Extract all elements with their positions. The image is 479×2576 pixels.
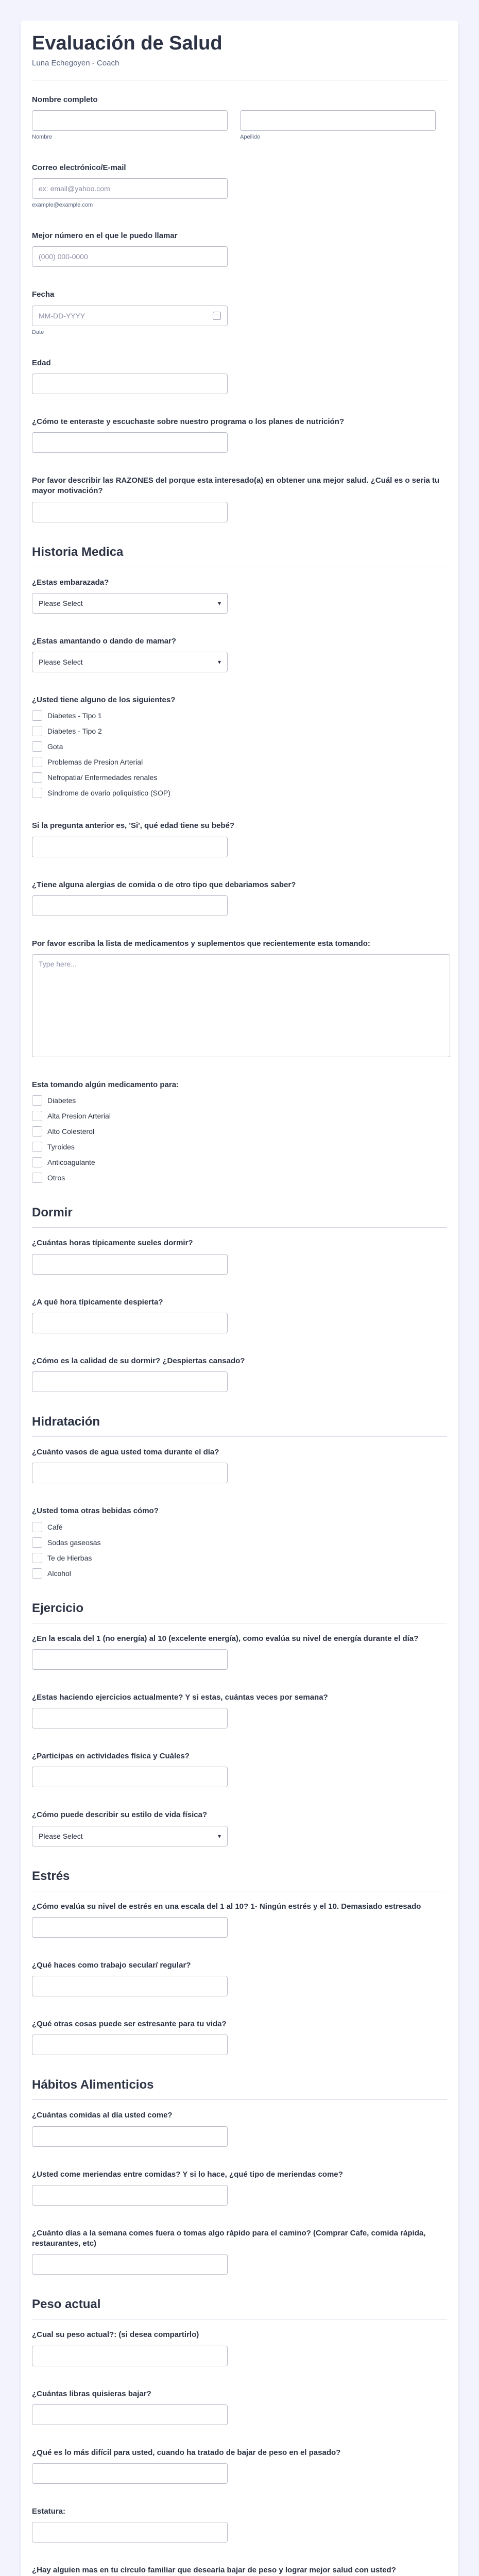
conditions-label: ¿Usted tiene alguno de los siguientes? xyxy=(32,696,176,705)
form-subtitle: Luna Echegoyen - Coach xyxy=(32,58,119,67)
first-name-sublabel: Nombre xyxy=(32,133,53,140)
snacks-label: ¿Usted come meriendas entre comidas? Y si lo hace, ¿qué tipo de meriendas come? xyxy=(32,2170,343,2179)
checkbox[interactable] xyxy=(32,1173,42,1183)
checkbox[interactable] xyxy=(32,741,42,752)
current-weight-question xyxy=(32,2330,447,2366)
lifestyle-select-value: Please Select xyxy=(39,1832,83,1840)
lifestyle-label: ¿Cómo puede describir su estilo de vida física? xyxy=(32,1810,208,1820)
allergies-input[interactable] xyxy=(32,895,228,916)
taking-label: Esta tomando algún medicamento para: xyxy=(32,1080,179,1090)
checkbox-label: Síndrome de ovario poliquístico (SOP) xyxy=(47,789,170,798)
checkbox-label: Diabetes - Tipo 1 xyxy=(47,711,102,720)
checkbox-option[interactable] xyxy=(32,1111,447,1121)
reasons-question xyxy=(32,476,447,522)
age-label: Edad xyxy=(32,358,51,367)
phone-question xyxy=(32,231,447,267)
workouts-label: ¿Estas haciendo ejercicios actualmente? Y si estas, cuántas veces por semana? xyxy=(32,1692,328,1702)
calendar-icon[interactable] xyxy=(213,312,221,320)
hydration-section-title: Hidratación xyxy=(32,1415,100,1429)
stress-causes-input[interactable] xyxy=(32,2035,228,2055)
lifestyle-question xyxy=(32,1810,447,1846)
meals-input[interactable] xyxy=(32,2126,228,2147)
checkbox-option[interactable] xyxy=(32,1142,447,1152)
reasons-label: Por favor describir las RAZONES del porque esta interesado(a) en obtener una mejor salud. ¿Cuál es o seria tu mayor motivación? xyxy=(32,476,440,496)
workouts-question xyxy=(32,1692,447,1728)
checkbox-label: Café xyxy=(47,1522,63,1531)
checkbox-option[interactable] xyxy=(32,788,447,798)
water-question xyxy=(32,1447,447,1483)
meds-textarea[interactable] xyxy=(32,954,450,1057)
checkbox[interactable] xyxy=(32,1111,42,1121)
history-section-title: Historia Medica xyxy=(32,545,124,559)
date-label: Fecha xyxy=(32,290,55,299)
allergies-question xyxy=(32,880,447,916)
checkbox-label: Sodas gaseosas xyxy=(47,1538,101,1547)
activities-question xyxy=(32,1751,447,1787)
sleep-hours-label: ¿Cuántas horas típicamente sueles dormir? xyxy=(32,1239,193,1248)
first-name-input[interactable] xyxy=(32,110,228,131)
phone-label: Mejor número en el que le puedo llamar xyxy=(32,231,178,241)
chevron-down-icon: ▾ xyxy=(217,658,221,666)
last-name-sublabel: Apellido xyxy=(240,133,261,140)
checkbox-label: Otros xyxy=(47,1174,65,1182)
checkbox[interactable] xyxy=(32,757,42,767)
stress-section-header xyxy=(32,1869,447,1891)
checkbox-option[interactable] xyxy=(32,1095,447,1106)
meds-question xyxy=(32,939,447,1057)
checkbox-option[interactable] xyxy=(32,1173,447,1183)
conditions-question xyxy=(32,695,447,798)
pregnant-question xyxy=(32,578,447,614)
checkbox[interactable] xyxy=(32,788,42,798)
sleep-hours-input[interactable] xyxy=(32,1254,228,1275)
phone-input[interactable] xyxy=(32,246,228,267)
date-placeholder: MM-DD-YYYY xyxy=(39,311,85,320)
energy-input[interactable] xyxy=(32,1649,228,1670)
weight-section-title: Peso actual xyxy=(32,2297,101,2312)
allergies-label: ¿Tiene alguna alergias de comida o de otro tipo que debariamos saber? xyxy=(32,880,296,889)
fastfood-question xyxy=(32,2228,447,2275)
height-question xyxy=(32,2506,447,2543)
email-input[interactable] xyxy=(32,178,228,199)
wake-input[interactable] xyxy=(32,1313,228,1333)
checkbox-label: Alta Presion Arterial xyxy=(47,1112,111,1121)
job-question xyxy=(32,1960,447,1996)
exercise-section-title: Ejercicio xyxy=(32,1601,84,1615)
form-header xyxy=(32,30,447,80)
lifestyle-select[interactable] xyxy=(32,1826,228,1846)
energy-question xyxy=(32,1634,447,1670)
checkbox-option[interactable] xyxy=(32,1537,447,1548)
checkbox-option[interactable] xyxy=(32,772,447,783)
form-title: Evaluación de Salud xyxy=(32,32,223,54)
current-weight-input[interactable] xyxy=(32,2346,228,2366)
food-section-title: Hábitos Alimenticios xyxy=(32,2078,154,2092)
program-input[interactable] xyxy=(32,432,228,453)
last-name-input[interactable] xyxy=(240,110,436,131)
wake-label: ¿A qué hora típicamente despierta? xyxy=(32,1297,163,1307)
checkbox[interactable] xyxy=(32,710,42,721)
checkbox-option[interactable] xyxy=(32,726,447,736)
age-question xyxy=(32,358,447,394)
checkbox-option[interactable] xyxy=(32,1553,447,1563)
stress-level-question xyxy=(32,1902,447,1938)
fastfood-input[interactable] xyxy=(32,2254,228,2275)
wake-question xyxy=(32,1297,447,1333)
checkbox-label: Tyroides xyxy=(47,1143,75,1151)
meals-label: ¿Cuántas comidas al día usted come? xyxy=(32,2111,173,2120)
fastfood-label: ¿Cuánto días a la semana comes fuera o tomas algo rápido para el camino? (Comprar Cafe, comida rápida, restaurantes, etc) xyxy=(32,2228,426,2248)
checkbox-label: Diabetes - Tipo 2 xyxy=(47,727,102,736)
stress-level-input[interactable] xyxy=(32,1917,228,1938)
checkbox-option[interactable] xyxy=(32,710,447,721)
baby-age-label: Si la pregunta anterior es, 'Si', qué edad tiene su bebé? xyxy=(32,821,235,831)
checkbox[interactable] xyxy=(32,772,42,783)
conditions-checklist xyxy=(32,710,447,798)
checkbox[interactable] xyxy=(32,1568,42,1579)
breastfeeding-select-value: Please Select xyxy=(39,658,83,667)
lose-label: ¿Cuántas libras quisieras bajar? xyxy=(32,2389,151,2398)
checkbox[interactable] xyxy=(32,1142,42,1152)
energy-label: ¿En la escala del 1 (no energía) al 10 (excelente energía), como evalúa su nivel de energía durante el día? xyxy=(32,1634,419,1643)
stress-section-title: Estrés xyxy=(32,1869,70,1883)
food-section-header xyxy=(32,2078,447,2100)
taking-checklist xyxy=(32,1095,447,1183)
stress-causes-label: ¿Qué otras cosas puede ser estresante para tu vida? xyxy=(32,2020,227,2029)
activities-label: ¿Participas en actividades física y Cuáles? xyxy=(32,1752,190,1761)
sleep-quality-question xyxy=(32,1356,447,1392)
hardest-input[interactable] xyxy=(32,2463,228,2484)
checkbox-label: Gota xyxy=(47,742,63,751)
drinks-question xyxy=(32,1506,447,1578)
exercise-section-header xyxy=(32,1601,447,1623)
stress-causes-question xyxy=(32,2019,447,2055)
activities-input[interactable] xyxy=(32,1767,228,1787)
breastfeeding-select[interactable] xyxy=(32,652,228,672)
meds-label: Por favor escriba la lista de medicamentos y suplementos que recientemente esta tomando: xyxy=(32,939,370,948)
checkbox-label: Diabetes xyxy=(47,1096,76,1105)
checkbox-label: Alto Colesterol xyxy=(47,1127,95,1136)
height-input[interactable] xyxy=(32,2522,228,2543)
water-label: ¿Cuánto vasos de agua usted toma durante el día? xyxy=(32,1448,219,1457)
stress-level-label: ¿Cómo evalúa su nivel de estrés en una escala del 1 al 10? 1- Ningún estrés y el 10. Demasiado estresado xyxy=(32,1902,421,1911)
hardest-question xyxy=(32,2448,447,2484)
date-sublabel: Date xyxy=(32,329,44,335)
baby-age-question xyxy=(32,821,447,857)
email-label: Correo electrónico/E-mail xyxy=(32,163,126,172)
job-label: ¿Qué haces como trabajo secular/ regular? xyxy=(32,1960,191,1970)
program-question xyxy=(32,417,447,453)
program-label: ¿Cómo te enteraste y escuchaste sobre nuestro programa o los planes de nutrición? xyxy=(32,417,344,426)
chevron-down-icon: ▾ xyxy=(217,599,221,607)
family-question xyxy=(32,2565,447,2576)
checkbox-option[interactable] xyxy=(32,741,447,752)
checkbox-option[interactable] xyxy=(32,1157,447,1167)
taking-question xyxy=(32,1080,447,1183)
checkbox[interactable] xyxy=(32,1553,42,1563)
checkbox-label: Nefropatia/ Enfermedades renales xyxy=(47,773,158,782)
hardest-label: ¿Qué es lo más difícil para usted, cuando ha tratado de bajar de peso en el pasado? xyxy=(32,2448,341,2457)
pregnant-select[interactable] xyxy=(32,593,228,614)
breastfeeding-label: ¿Estas amantando o dando de mamar? xyxy=(32,636,177,646)
current-weight-label: ¿Cual su peso actual?: (si desea compartirlo) xyxy=(32,2330,199,2340)
drinks-label: ¿Usted toma otras bebidas cómo? xyxy=(32,1506,159,1516)
pregnant-label: ¿Estas embarazada? xyxy=(32,578,109,587)
checkbox[interactable] xyxy=(32,1522,42,1532)
meals-question xyxy=(32,2110,447,2146)
sleep-quality-label: ¿Cómo es la calidad de su dormir? ¿Despiertas cansado? xyxy=(32,1356,245,1365)
family-label: ¿Hay alguien mas en tu círculo familiar que desearía bajar de peso y lograr mejor salud con usted? xyxy=(32,2566,396,2575)
height-label: Estatura: xyxy=(32,2507,66,2516)
lose-input[interactable] xyxy=(32,2404,228,2425)
checkbox[interactable] xyxy=(32,1157,42,1167)
history-section-header xyxy=(32,545,447,567)
checkbox[interactable] xyxy=(32,726,42,736)
checkbox-label: Te de Hierbas xyxy=(47,1553,92,1562)
checkbox-label: Problemas de Presion Arterial xyxy=(47,758,143,767)
email-sublabel: example@example.com xyxy=(32,202,93,209)
snacks-input[interactable] xyxy=(32,2185,228,2206)
lose-question xyxy=(32,2389,447,2425)
name-label: Nombre completo xyxy=(32,95,98,104)
baby-age-input[interactable] xyxy=(32,837,228,857)
reasons-input[interactable] xyxy=(32,502,228,522)
pregnant-select-value: Please Select xyxy=(39,599,83,607)
checkbox[interactable] xyxy=(32,1095,42,1106)
sleep-quality-input[interactable] xyxy=(32,1371,228,1392)
checkbox-option[interactable] xyxy=(32,1522,447,1532)
checkbox-label: Anticoagulante xyxy=(47,1158,95,1167)
meds-placeholder: Type here... xyxy=(39,960,77,969)
weight-section-header xyxy=(32,2297,447,2319)
email-question xyxy=(32,163,447,208)
sleep-hours-question xyxy=(32,1238,447,1274)
checkbox[interactable] xyxy=(32,1537,42,1548)
name-question xyxy=(32,95,447,140)
sleep-section-header xyxy=(32,1206,447,1228)
checkbox-option[interactable] xyxy=(32,1126,447,1137)
checkbox-option[interactable] xyxy=(32,757,447,767)
age-input[interactable] xyxy=(32,374,228,394)
snacks-question xyxy=(32,2170,447,2206)
checkbox-label: Alcohol xyxy=(47,1569,71,1578)
date-input[interactable] xyxy=(32,306,228,326)
chevron-down-icon: ▾ xyxy=(217,1832,221,1840)
date-question xyxy=(32,290,447,335)
water-input[interactable] xyxy=(32,1463,228,1483)
hydration-section-header xyxy=(32,1415,447,1437)
sleep-section-title: Dormir xyxy=(32,1206,73,1220)
workouts-input[interactable] xyxy=(32,1708,228,1728)
form-card xyxy=(21,21,458,2576)
drinks-checklist xyxy=(32,1522,447,1579)
breastfeeding-question xyxy=(32,636,447,672)
checkbox[interactable] xyxy=(32,1126,42,1137)
checkbox-option[interactable] xyxy=(32,1568,447,1579)
job-input[interactable] xyxy=(32,1976,228,1996)
